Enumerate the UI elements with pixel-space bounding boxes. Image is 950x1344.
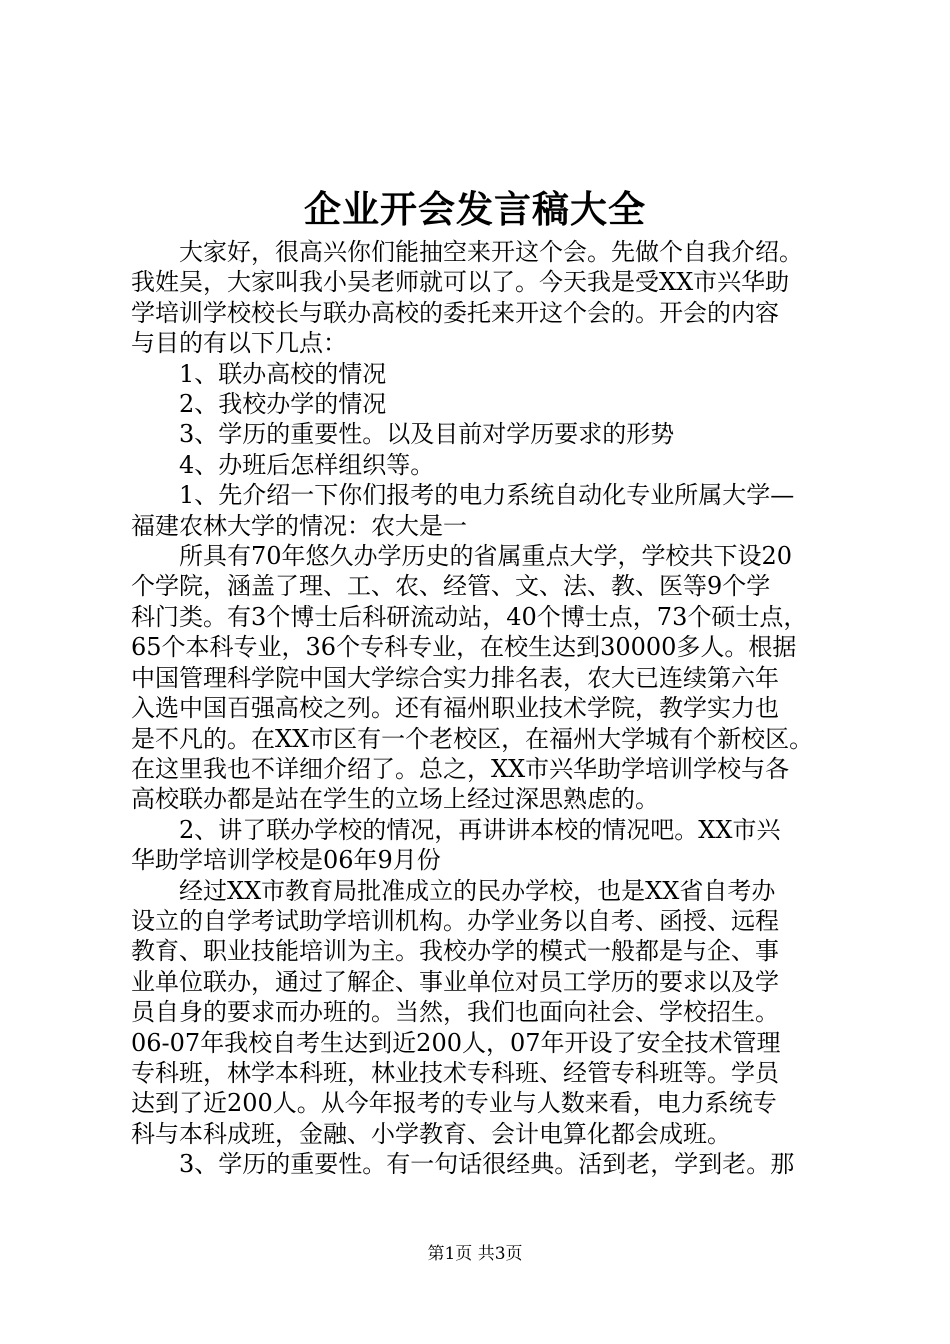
- body-line: 1、联办高校的情况: [179, 359, 387, 388]
- body-line: 教育、职业技能培训为主。我校办学的模式一般都是与企、事: [131, 937, 779, 966]
- body-line: 大家好，很高兴你们能抽空来开这个会。先做个自我介绍。: [179, 238, 803, 266]
- body-line: 科与本科成班，金融、小学教育、会计电算化都会成班。: [131, 1119, 731, 1148]
- body-line: 福建农林大学的情况：农大是一: [131, 511, 467, 540]
- document-title: 企业开会发言稿大全: [304, 187, 646, 231]
- body-line: 个学院，涵盖了理、工、农、经管、文、法、教、医等9个学: [131, 572, 771, 601]
- body-line: 是不凡的。在XX市区有一个老校区，在福州大学城有个新校区。: [131, 724, 814, 753]
- body-line: 业单位联办，通过了解企、事业单位对员工学历的要求以及学: [131, 967, 779, 996]
- body-line: 科门类。有3个博士后科研流动站，40个博士点，73个硕士点，: [131, 602, 808, 631]
- document-body: [131, 237, 831, 1180]
- body-line: 2、讲了联办学校的情况，再讲讲本校的情况吧。XX市兴: [179, 815, 781, 844]
- body-line: 专科班，林学本科班，林业技术专科班、经管专科班等。学员: [131, 1058, 779, 1087]
- body-line: 入选中国百强高校之列。还有福州职业技术学院，教学实力也: [131, 694, 779, 723]
- body-line: 所具有70年悠久办学历史的省属重点大学，学校共下设20: [179, 542, 793, 571]
- body-line: 员自身的要求而办班的。当然，我们也面向社会、学校招生。: [131, 998, 779, 1027]
- body-line: 达到了近200人。从今年报考的专业与人数来看，电力系统专: [131, 1089, 777, 1118]
- body-line: 3、学历的重要性。有一句话很经典。活到老，学到老。那: [179, 1150, 795, 1179]
- body-line: 学培训学校校长与联办高校的委托来开这个会的。开会的内容: [131, 298, 779, 327]
- body-line: 经过XX市教育局批准成立的民办学校，也是XX省自考办: [179, 876, 776, 905]
- body-line: 65个本科专业，36个专科专业，在校生达到30000多人。根据: [131, 633, 797, 662]
- body-line: 华助学培训学校是06年9月份: [131, 846, 441, 875]
- body-line: 与目的有以下几点：: [131, 329, 347, 358]
- body-line: 1、先介绍一下你们报考的电力系统自动化专业所属大学—: [179, 481, 795, 510]
- body-line: 4、办班后怎样组织等。: [179, 450, 435, 479]
- body-line: 中国管理科学院中国大学综合实力排名表，农大已连续第六年: [131, 663, 779, 692]
- page-footer: 第1页 共3页: [427, 1244, 523, 1264]
- body-line: 3、学历的重要性。以及目前对学历要求的形势: [179, 420, 675, 449]
- body-line: 2、我校办学的情况: [179, 390, 387, 419]
- body-line: 设立的自学考试助学培训机构。办学业务以自考、函授、远程: [131, 906, 779, 935]
- body-line: 在这里我也不详细介绍了。总之，XX市兴华助学培训学校与各: [131, 754, 790, 783]
- body-line: 06-07年我校自考生达到近200人，07年开设了安全技术管理: [131, 1028, 781, 1057]
- body-line: 我姓吴，大家叫我小吴老师就可以了。今天我是受XX市兴华助: [131, 268, 790, 297]
- body-line: 高校联办都是站在学生的立场上经过深思熟虑的。: [131, 785, 659, 814]
